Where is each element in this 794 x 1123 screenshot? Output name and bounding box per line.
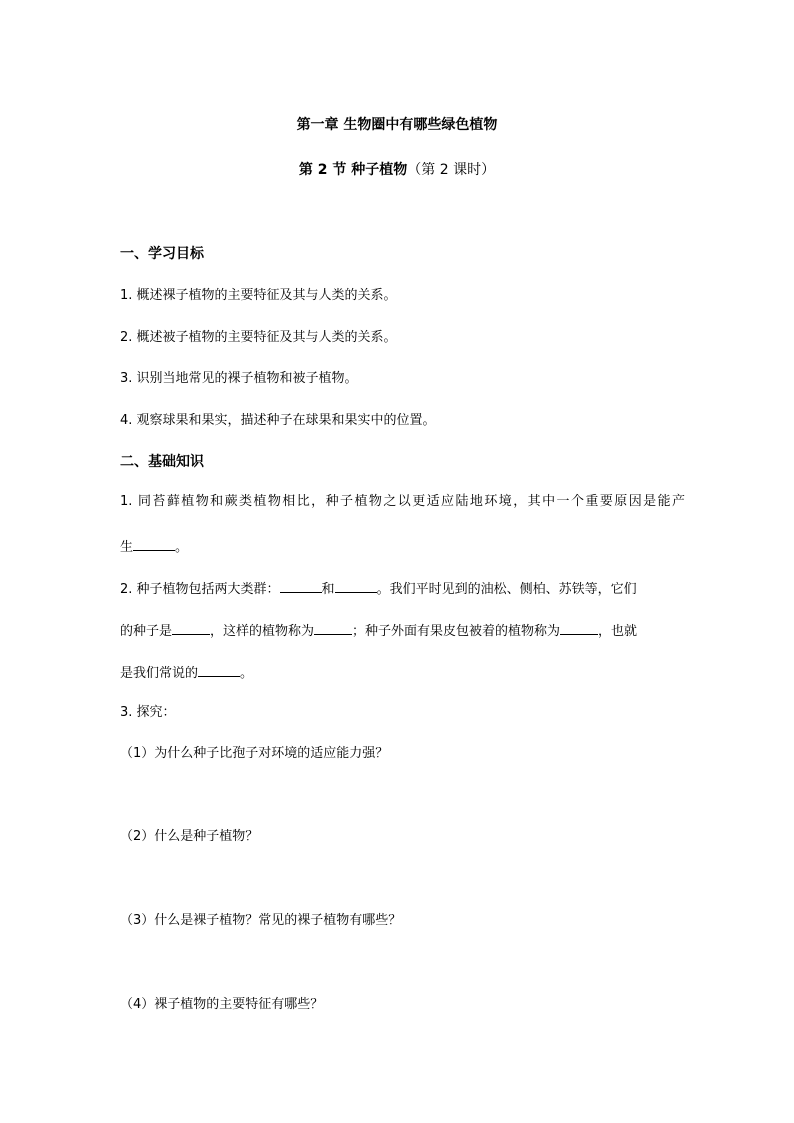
- q2-text-b: 和: [321, 582, 335, 597]
- q1-text-a: 生: [120, 540, 134, 555]
- question-3-sub-4: （4）裸子植物的主要特征有哪些？: [120, 997, 324, 1012]
- q2-text-h: 是我们常说的: [120, 666, 199, 681]
- section-title-main: 第 2 节 种子植物: [298, 162, 408, 178]
- q2-text-i: 。: [240, 666, 254, 681]
- q2-text-e: ，这样的植物称为: [210, 624, 315, 639]
- chapter-title: 第一章 生物圈中有哪些绿色植物: [296, 117, 498, 133]
- question-3-sub-3: （3）什么是裸子植物？常见的裸子植物有哪些？: [120, 913, 402, 928]
- q2-text-g: ，也就: [598, 624, 638, 639]
- q2-text-f: ；种子外面有果皮包被着的植物称为: [352, 624, 561, 639]
- q2-text-a: 2. 种子植物包括两大类群：: [120, 582, 280, 597]
- fill-blank-q1[interactable]: [133, 536, 175, 551]
- question-3-sub-1: （1）为什么种子比孢子对环境的适应能力强？: [120, 746, 389, 761]
- q2-text-d: 的种子是: [120, 624, 173, 639]
- fill-blank-q2-6[interactable]: [198, 662, 240, 677]
- question-3-label: 3. 探究：: [120, 705, 176, 720]
- learning-goal-3: 3. 识别当地常见的裸子植物和被子植物。: [120, 371, 358, 386]
- question-2-line-3: [120, 662, 685, 683]
- fill-blank-q2-4[interactable]: [314, 620, 352, 635]
- question-1-line-1: 1. 同苔藓植物和蕨类植物相比，种子植物之以更适应陆地环境，其中一个重要原因是能产: [120, 494, 685, 509]
- fill-blank-q2-1[interactable]: [280, 578, 322, 593]
- learning-goal-4: 4. 观察球果和果实，描述种子在球果和果实中的位置。: [120, 413, 436, 428]
- learning-goal-2: 2. 概述被子植物的主要特征及其与人类的关系。: [120, 330, 397, 345]
- section-title: [0, 161, 794, 179]
- fill-blank-q2-5[interactable]: [560, 620, 598, 635]
- question-1-line-2: [120, 536, 685, 557]
- learning-goal-1: 1. 概述裸子植物的主要特征及其与人类的关系。: [120, 288, 397, 303]
- question-2-line-1: [120, 578, 685, 599]
- q1-text-b: 。: [175, 540, 189, 555]
- q2-text-c: 。我们平时见到的油松、侧柏、苏铁等，它们: [376, 582, 637, 597]
- learning-goals-heading: 一、学习目标: [120, 246, 204, 262]
- fill-blank-q2-2[interactable]: [335, 578, 377, 593]
- section-title-sub: （第 2 课时）: [407, 162, 496, 178]
- basic-knowledge-heading: 二、基础知识: [120, 454, 204, 470]
- question-2-line-2: [120, 620, 685, 641]
- question-3-sub-2: （2）什么是种子植物？: [120, 829, 259, 844]
- fill-blank-q2-3[interactable]: [172, 620, 210, 635]
